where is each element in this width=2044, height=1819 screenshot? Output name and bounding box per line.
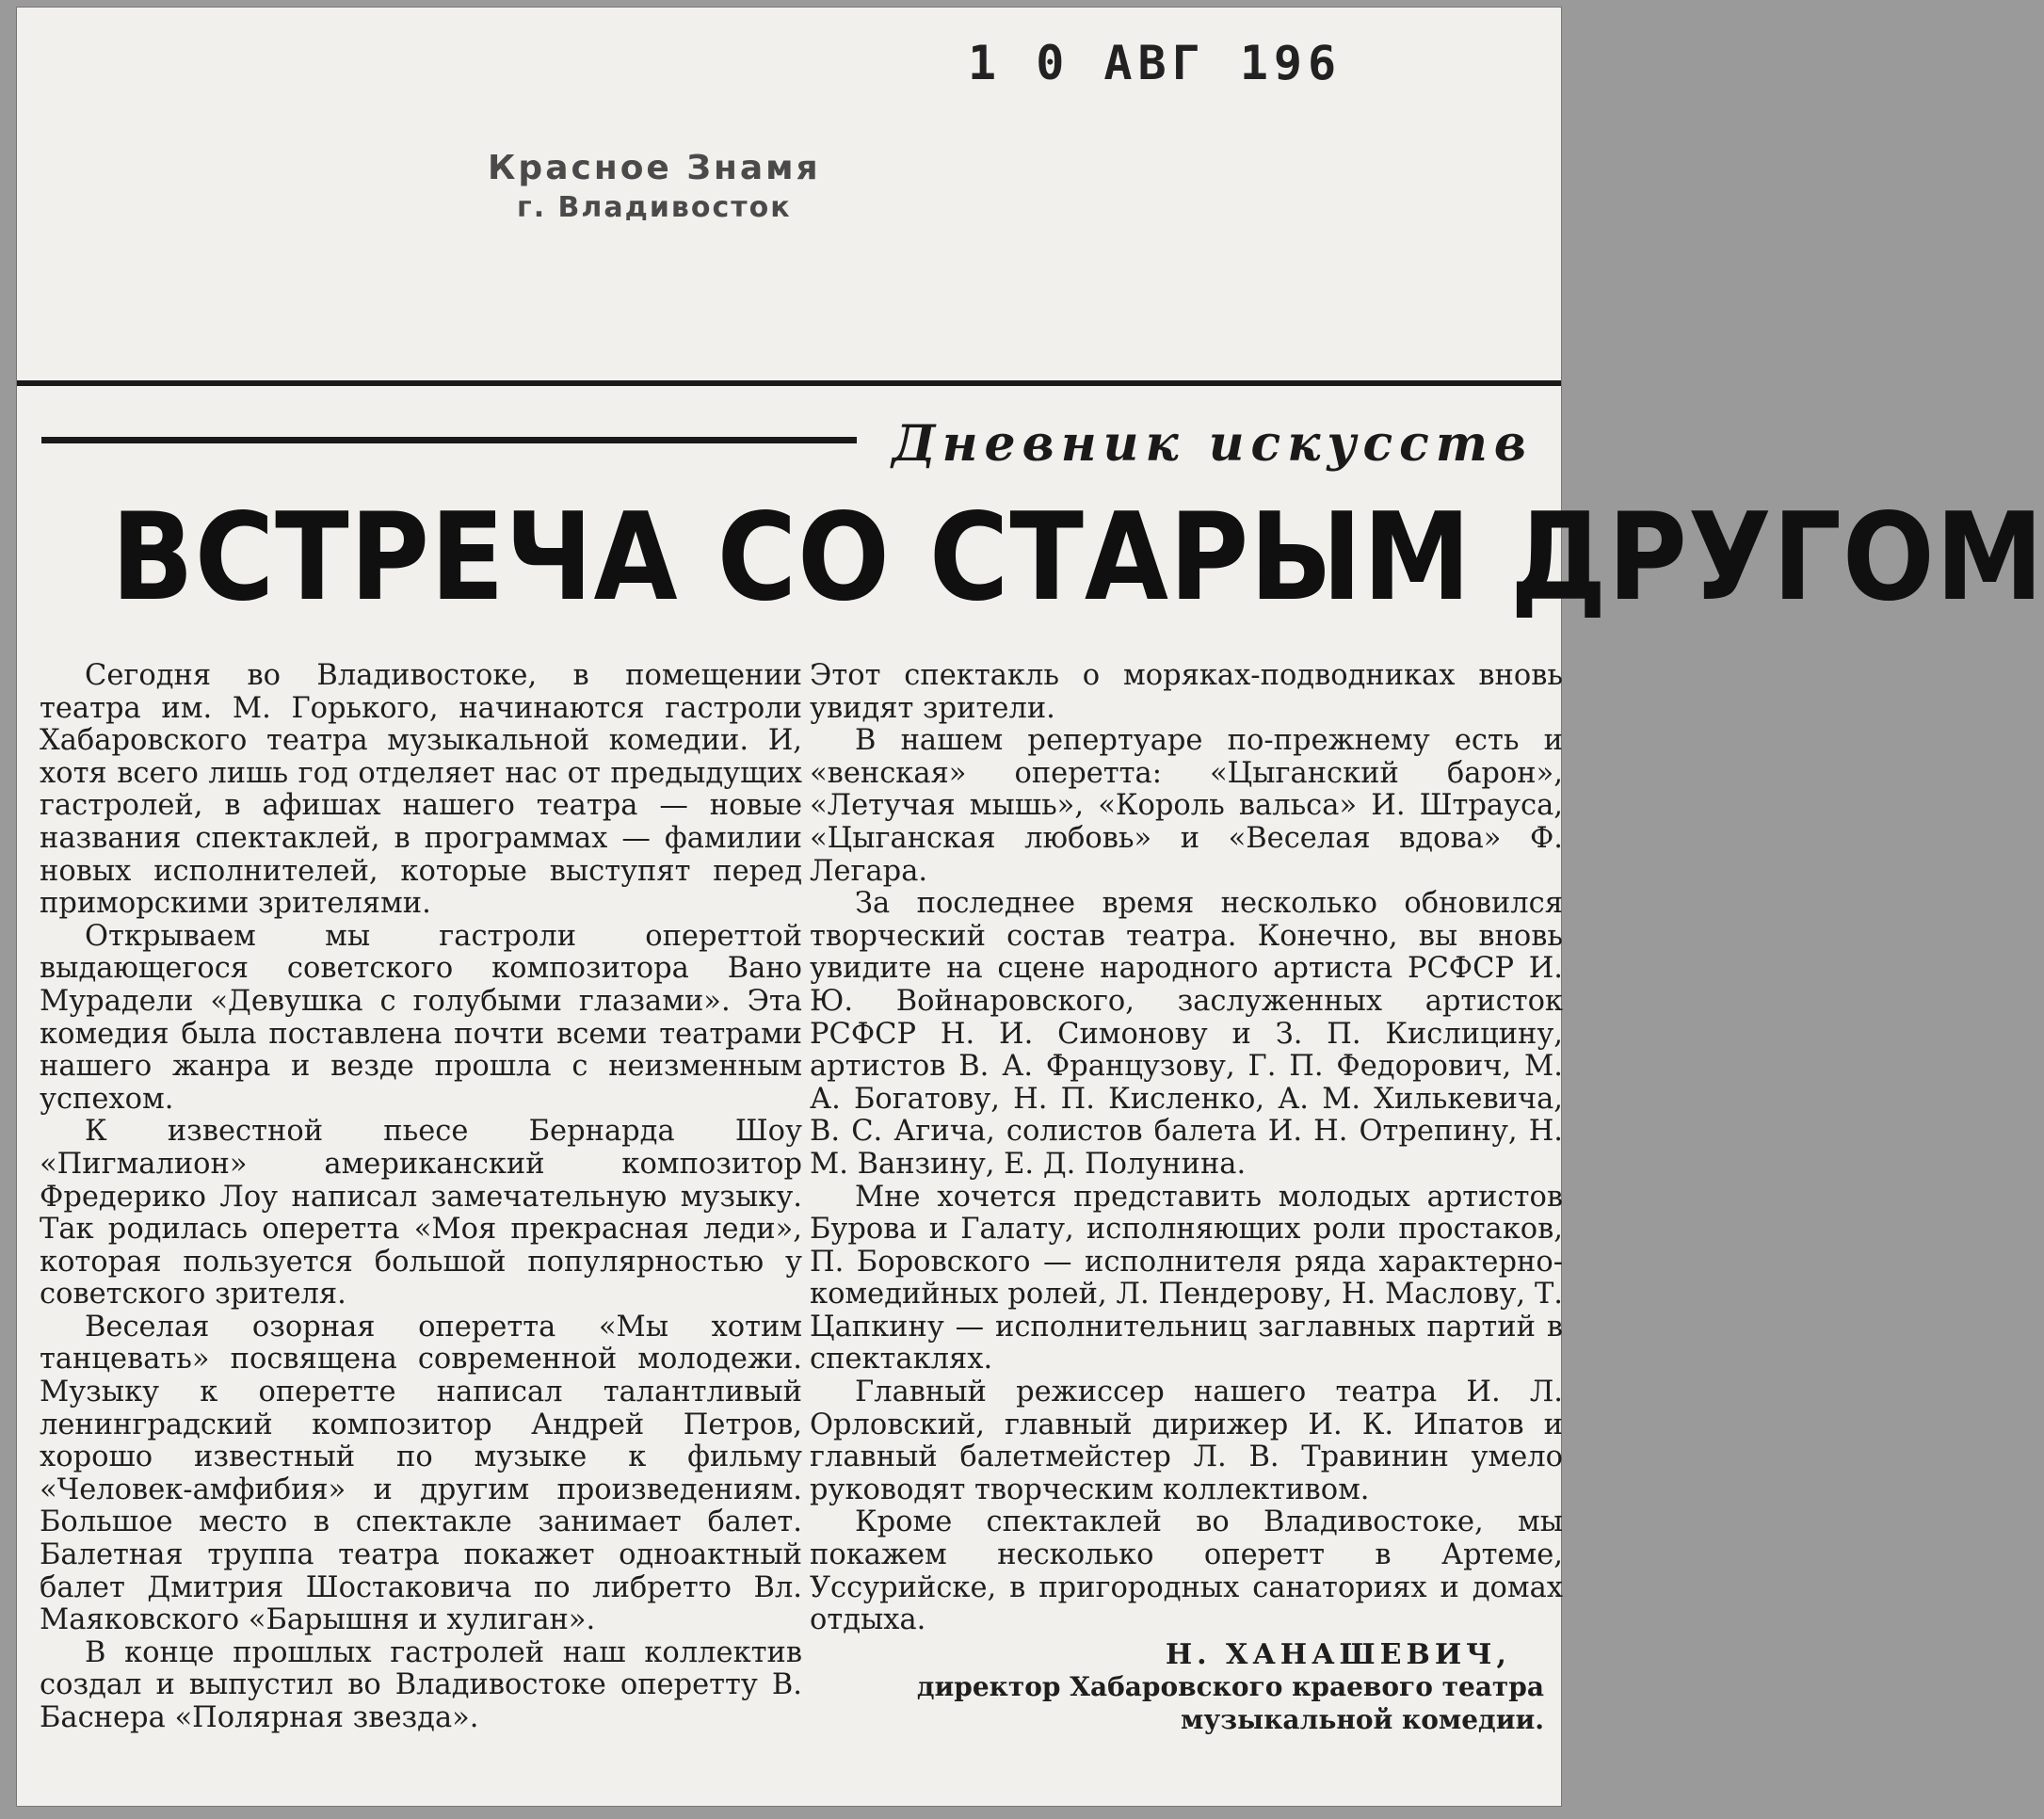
- newspaper-city: г. Владивосток: [517, 191, 792, 224]
- paragraph: Мне хочется представить молодых артистов Бурова и Галату, исполняющих роли простаков, П. Боровского — исполнителя ряда характерно-комедийных ролей, Л. Пендерову, Н. Маслову, Т. Цапкину — исполнительниц заглавных партий в спектаклях.: [810, 1180, 1563, 1376]
- source-stamp: [488, 149, 821, 224]
- author-title: директор Хабаровского краевого театра музыкальной комедии.: [916, 1671, 1544, 1735]
- top-divider: [17, 380, 1561, 386]
- paragraph: Сегодня во Владивостоке, в помещении театра им. М. Горького, начинаются гастроли Хабаровского театра музыкальной комедии. И, хотя всего лишь год отделяет нас от предыдущих гастролей, в афишах нашего театра — новые названия спектаклей, в программах — фамилии новых исполнителей, которые выступят перед приморскими зрителями.: [40, 659, 802, 921]
- paragraph: За последнее время несколько обновился творческий состав театра. Конечно, вы вновь увидите на сцене народного артиста РСФСР И. Ю. Войнаровского, заслуженных артисток РСФСР Н. И. Симонову и З. П. Кислицину, артистов В. А. Французову, Г. П. Федорович, М. А. Богатову, Н. П. Кисленко, А. М. Хилькевича, В. С. Агича, солистов балета И. Н. Отрепину, Н. М. Ванзину, Е. Д. Полунина.: [810, 887, 1563, 1181]
- article-column-left: [40, 660, 802, 1735]
- article-column-right: [810, 660, 1563, 1737]
- author-name: Н. ХАНАШЕВИЧ,: [1165, 1637, 1511, 1671]
- signature: [810, 1639, 1563, 1737]
- paragraph: В конце прошлых гастролей наш коллектив создал и выпустил во Владивостоке оперетту В. Баснера «Полярная звезда».: [40, 1635, 802, 1734]
- newspaper-clipping: [17, 8, 2044, 1806]
- section-title: Дневник искусств: [892, 415, 1533, 473]
- paragraph: Главный режиссер нашего театра И. Л. Орловский, главный дирижер И. К. Ипатов и главный балетмейстер Л. В. Травинин умело руководят творческим коллективом.: [810, 1376, 1563, 1506]
- paragraph: К известной пьесе Бернарда Шоу «Пигмалион» американский композитор Фредерико Лоу написал замечательную музыку. Так родилась оперетта «Моя прекрасная леди», которая пользуется большой популярностью у советского зрителя.: [40, 1115, 802, 1312]
- paragraph-continuation: Этот спектакль о моряках-подводниках вновь увидят зрители.: [810, 659, 1563, 725]
- paragraph: В нашем репертуаре по-прежнему есть и «венская» оперетта: «Цыганский барон», «Летучая мышь», «Король вальса» И. Штрауса, «Цыганская любовь» и «Веселая вдова» Ф. Легара.: [810, 724, 1563, 888]
- paragraph: Открываем мы гастроли опереттой выдающегося советского композитора Вано Мурадели «Девушка с голубыми глазами». Эта комедия была поставлена почти всеми театрами нашего жанра и везде прошла с неизменным успехом.: [40, 919, 802, 1116]
- date-stamp: 1 0 АВГ 196: [968, 36, 1343, 90]
- newspaper-name: Красное Знамя: [488, 149, 821, 187]
- paragraph: Веселая озорная оперетта «Мы хотим танцевать» посвящена современной молодежи. Музыку к оперетте написал талантливый ленинградский композитор Андрей Петров, хорошо известный по музыке к фильму «Человек-амфибия» и другим произведениям. Большое место в спектакле занимает балет. Балетная труппа театра покажет одноактный балет Дмитрия Шостаковича по либретто Вл. Маяковского «Барышня и хулиган».: [40, 1310, 802, 1637]
- section-divider: [41, 437, 857, 443]
- headline: ВСТРЕЧА СО СТАРЫМ ДРУГОМ: [111, 488, 2044, 628]
- paragraph: Кроме спектаклей во Владивостоке, мы покажем несколько оперетт в Артеме, Уссурийске, в пригородных санаториях и домах отдыха.: [810, 1505, 1563, 1637]
